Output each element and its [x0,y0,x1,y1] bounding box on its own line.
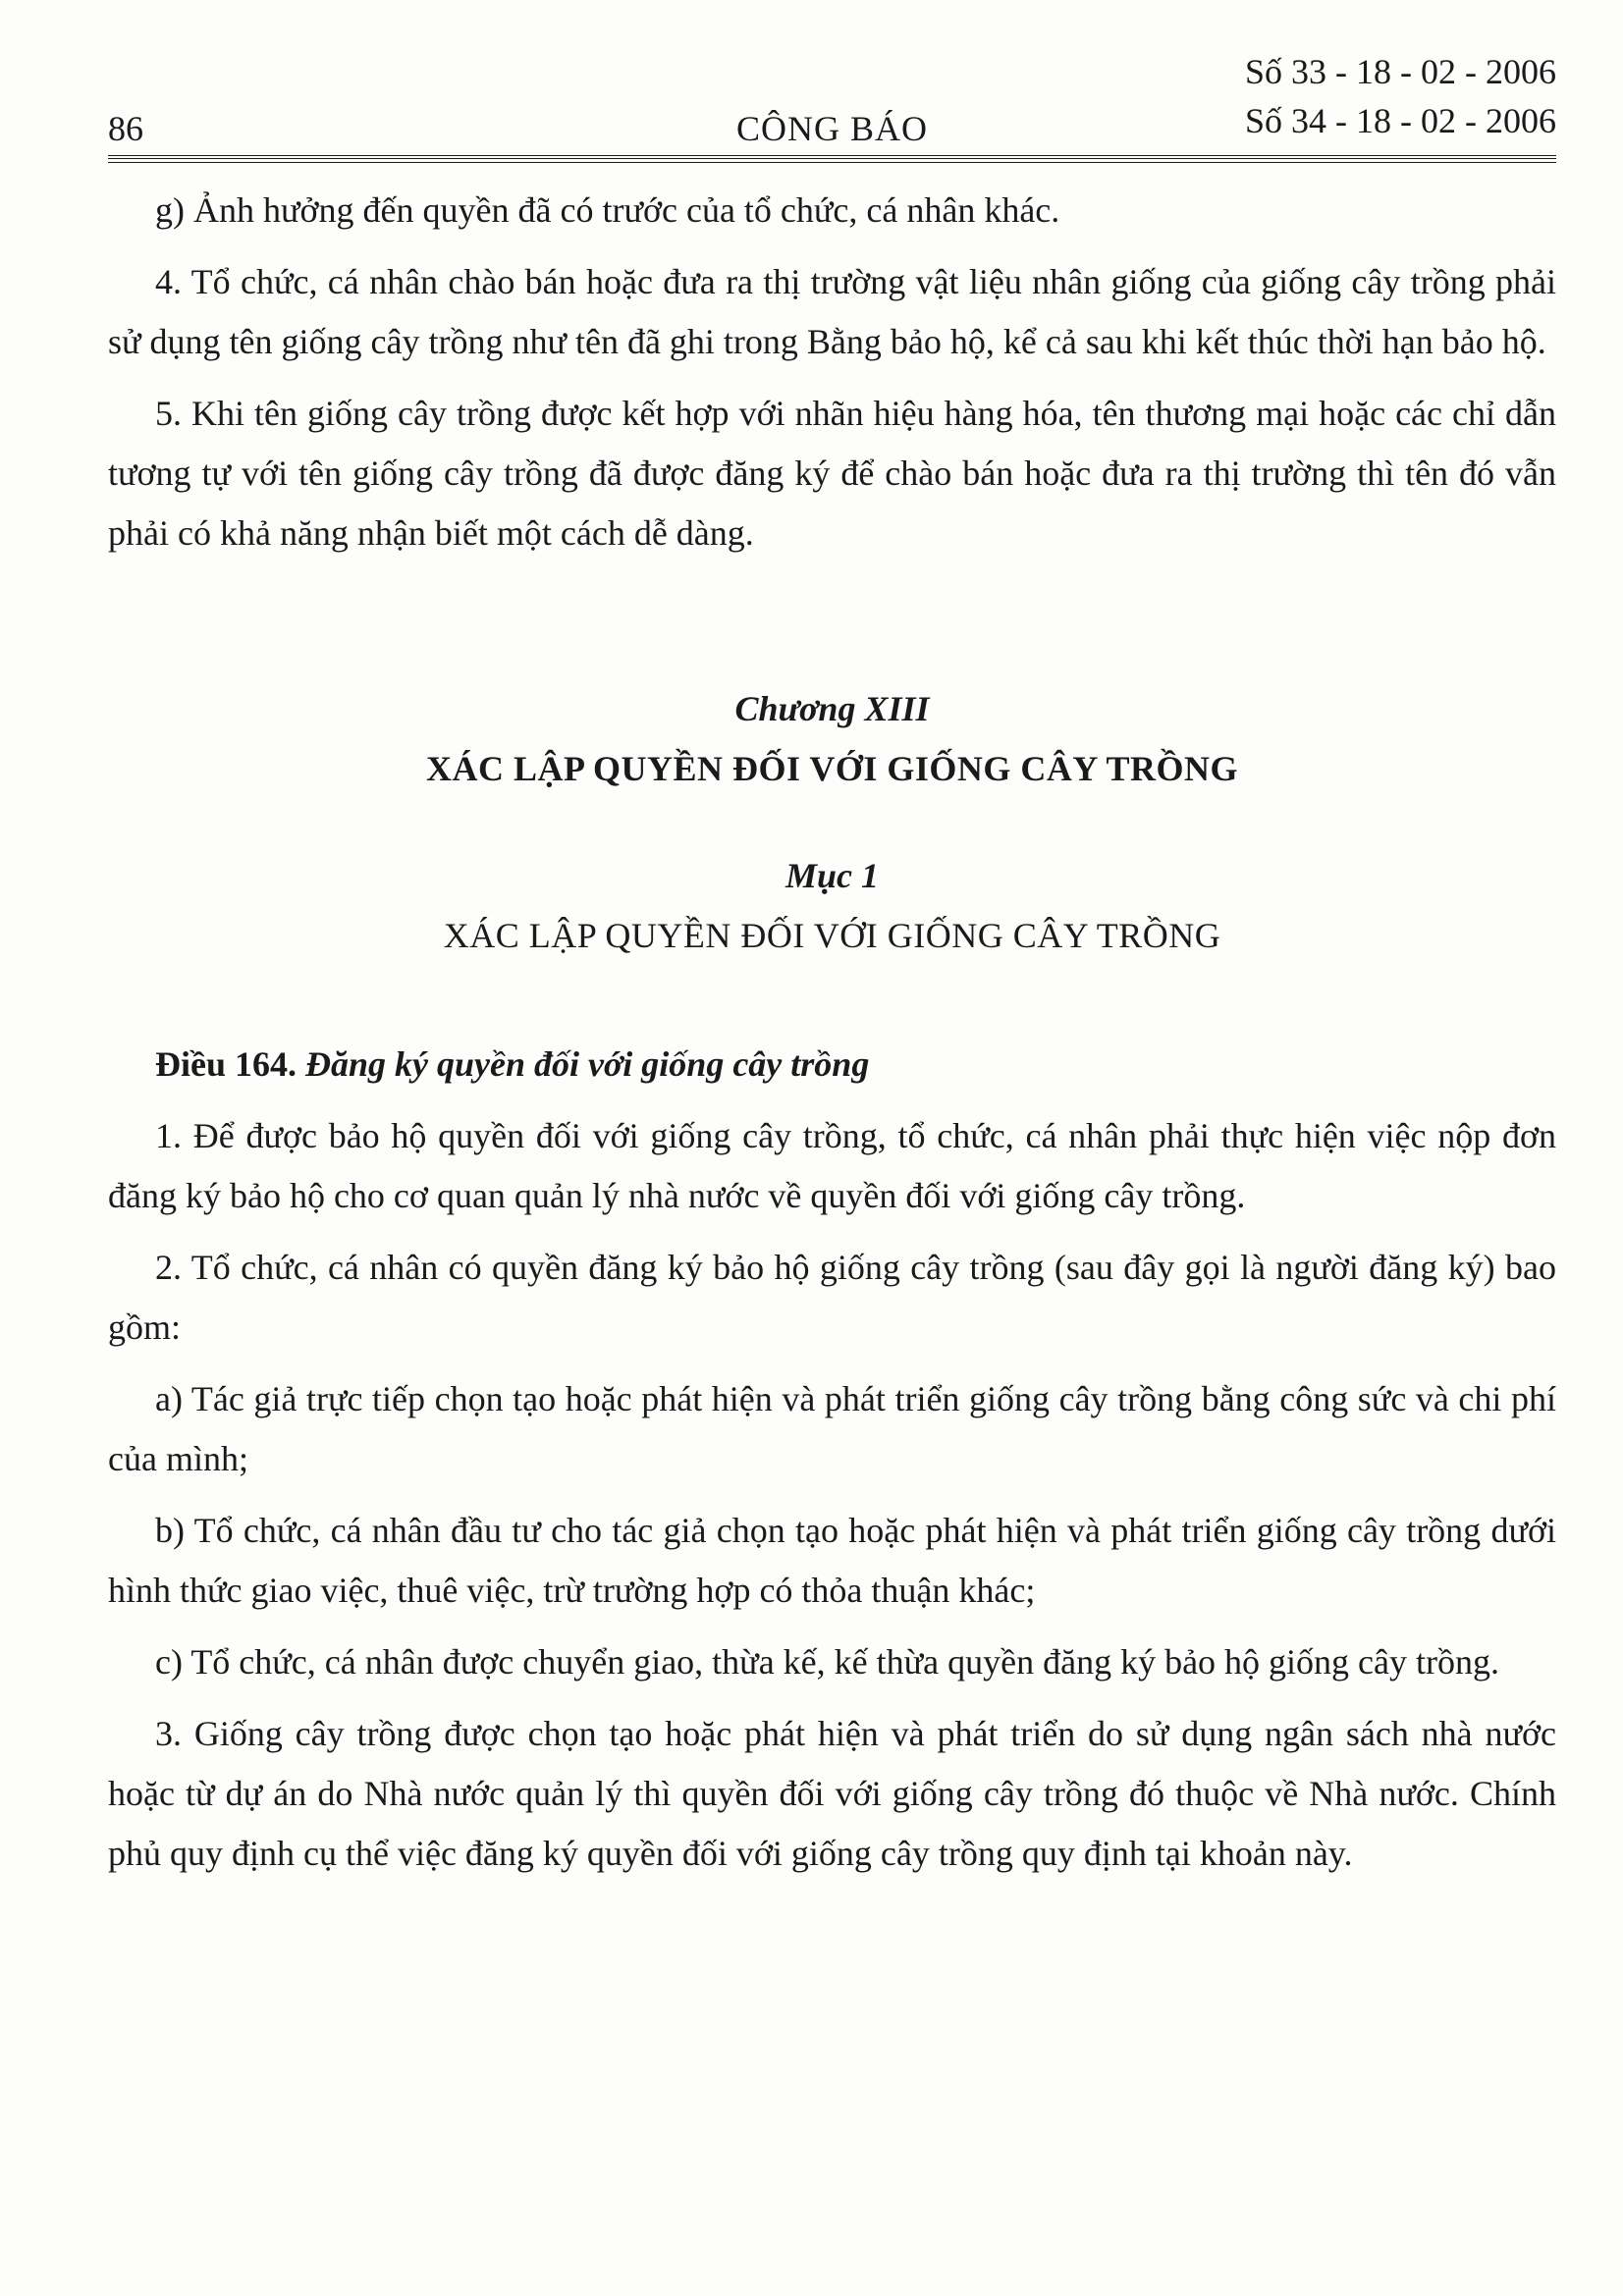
paragraph: 5. Khi tên giống cây trồng được kết hợp với nhãn hiệu hàng hóa, tên thương mại hoặc các chỉ dẫn tương tự với tên giống cây trồng đã được đăng ký để chào bán hoặc đưa ra thị trường thì tên đó vẫn phải có khả năng nhận biết một cách dễ dàng. [108,394,1556,553]
chapter-label: Chương XIII [734,689,930,728]
document-body [108,181,1556,1884]
issue-number: Số 34 - 18 - 02 - 2006 [1245,101,1556,140]
article-number: Điều 164. [155,1044,297,1084]
paragraph: b) Tổ chức, cá nhân đầu tư cho tác giả chọn tạo hoặc phát hiện và phát triển giống cây trồng dưới hình thức giao việc, thuê việc, trừ trường hợp có thỏa thuận khác; [108,1511,1556,1610]
article-name: Đăng ký quyền đối với giống cây trồng [305,1044,870,1084]
gazette-title: CÔNG BÁO [735,109,928,148]
paragraph: 4. Tổ chức, cá nhân chào bán hoặc đưa ra thị trường vật liệu nhân giống của giống cây trồng phải sử dụng tên giống cây trồng như tên đã ghi trong Bằng bảo hộ, kể cả sau khi kết thúc thời hạn bảo hộ. [108,262,1556,361]
issue-numbers [1245,47,1556,145]
paragraph: g) Ảnh hưởng đến quyền đã có trước của tổ chức, cá nhân khác. [155,190,1060,230]
header-rule [108,155,1556,163]
issue-number: Số 33 - 18 - 02 - 2006 [1245,52,1556,91]
paragraph: c) Tổ chức, cá nhân được chuyển giao, thừa kế, kế thừa quyền đăng ký bảo hộ giống cây trồng. [155,1642,1500,1682]
page-number: 86 [108,109,143,148]
section-title: XÁC LẬP QUYỀN ĐỐI VỚI GIỐNG CÂY TRỒNG [443,916,1221,955]
paragraph: 3. Giống cây trồng được chọn tạo hoặc phát hiện và phát triển do sử dụng ngân sách nhà nước hoặc từ dự án do Nhà nước quản lý thì quyền đối với giống cây trồng đó thuộc về Nhà nước. Chính phủ quy định cụ thể việc đăng ký quyền đối với giống cây trồng quy định tại khoản này. [108,1714,1556,1873]
gazette-page [108,47,1556,1896]
paragraph: 2. Tổ chức, cá nhân có quyền đăng ký bảo hộ giống cây trồng (sau đây gọi là người đăng ký) bao gồm: [108,1248,1556,1347]
section-label: Mục 1 [784,856,879,895]
article-heading [108,1035,1556,1095]
page-header [108,47,1556,155]
paragraph: 1. Để được bảo hộ quyền đối với giống cây trồng, tổ chức, cá nhân phải thực hiện việc nộp đơn đăng ký bảo hộ cho cơ quan quản lý nhà nước về quyền đối với giống cây trồng. [108,1116,1556,1215]
chapter-title: XÁC LẬP QUYỀN ĐỐI VỚI GIỐNG CÂY TRỒNG [426,749,1238,788]
paragraph: a) Tác giả trực tiếp chọn tạo hoặc phát hiện và phát triển giống cây trồng bằng công sức và chi phí của mình; [108,1379,1556,1478]
